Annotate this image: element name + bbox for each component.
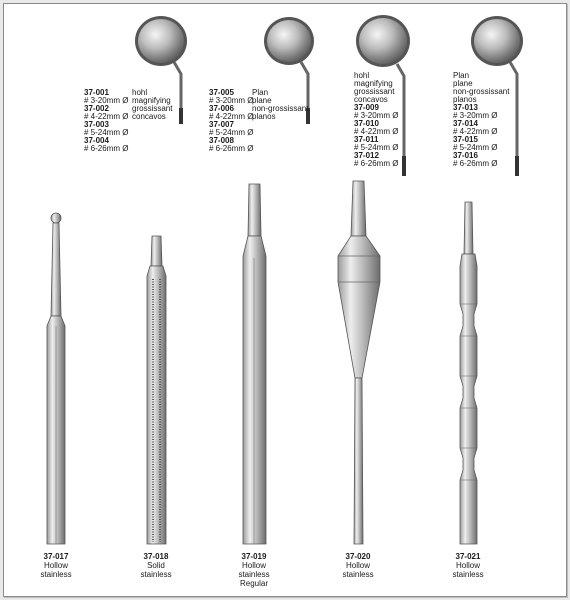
desc-line: non-grossissant: [252, 104, 309, 113]
handle-caption-37-018: [116, 552, 196, 579]
desc-line: grossissant: [132, 104, 173, 113]
desc-line: Plan: [252, 88, 269, 97]
caption-line: Hollow: [455, 561, 480, 570]
product-code: 37-001: [84, 88, 109, 97]
desc-line: magnifying: [132, 96, 171, 105]
desc-line: Plan: [453, 71, 470, 80]
caption-line: stainless: [40, 570, 72, 579]
caption-line: Solid: [147, 561, 165, 570]
size-label: # 5-24mm Ø: [84, 128, 129, 137]
handle-caption-37-020: [318, 552, 398, 579]
product-code: 37-015: [453, 135, 478, 144]
size-label: # 6-26mm Ø: [209, 144, 254, 153]
product-code: 37-005: [209, 88, 234, 97]
desc-line: concavos: [132, 112, 166, 121]
desc-line: magnifying: [354, 79, 393, 88]
product-code: 37-020: [345, 552, 371, 561]
product-code: 37-008: [209, 136, 234, 145]
product-code: 37-021: [455, 552, 481, 561]
size-label: # 6-26mm Ø: [84, 144, 129, 153]
desc-line: non-grossissant: [453, 87, 510, 96]
size-label: # 4-22mm Ø: [354, 127, 399, 136]
desc-line: planos: [252, 112, 276, 121]
caption-line: Regular: [239, 579, 268, 588]
desc-line: concavos: [354, 95, 388, 104]
desc-line: plane: [252, 96, 272, 105]
product-code: 37-012: [354, 151, 379, 160]
product-code: 37-013: [453, 103, 478, 112]
product-code: 37-006: [209, 104, 234, 113]
product-code: 37-007: [209, 120, 234, 129]
handle-37-020: [338, 181, 380, 544]
size-label: # 6-26mm Ø: [453, 159, 498, 168]
size-label: # 3-20mm Ø: [354, 111, 399, 120]
product-code: 37-009: [354, 103, 379, 112]
handle-37-018: [147, 236, 166, 544]
product-code: 37-017: [43, 552, 69, 561]
caption-line: stainless: [452, 570, 484, 579]
size-label: # 3-20mm Ø: [84, 96, 129, 105]
size-label: # 4-22mm Ø: [209, 112, 254, 121]
product-code: 37-004: [84, 136, 109, 145]
mirror-codes-group-2: [209, 89, 253, 153]
handle-37-021: [460, 202, 477, 544]
size-label: # 6-26mm Ø: [354, 159, 399, 168]
product-code: 37-019: [241, 552, 267, 561]
mirror-group-4-text: [453, 72, 509, 168]
handle-37-017: [47, 213, 65, 544]
size-label: # 3-20mm Ø: [209, 96, 254, 105]
product-code: 37-011: [354, 135, 379, 144]
mirror-group-3-text: [354, 72, 398, 168]
desc-line: plane: [453, 79, 473, 88]
caption-line: Hollow: [43, 561, 68, 570]
desc-line: hohl: [354, 71, 370, 80]
size-label: # 4-22mm Ø: [84, 112, 129, 121]
caption-line: stainless: [140, 570, 172, 579]
size-label: # 4-22mm Ø: [453, 127, 498, 136]
mirror-desc-group-2: [252, 89, 308, 121]
product-code: 37-002: [84, 104, 109, 113]
desc-line: planos: [453, 95, 477, 104]
handle-caption-37-019: [214, 552, 294, 588]
desc-line: hohl: [132, 88, 148, 97]
size-label: # 3-20mm Ø: [453, 111, 498, 120]
mirror-desc-group-1: [132, 89, 172, 121]
catalog-sheet: [3, 3, 567, 597]
caption-line: Hollow: [345, 561, 370, 570]
caption-line: Hollow: [241, 561, 266, 570]
product-code: 37-003: [84, 120, 109, 129]
desc-line: grossissant: [354, 87, 395, 96]
size-label: # 5-24mm Ø: [354, 143, 399, 152]
mirror-codes-group-1: [84, 89, 128, 153]
product-code: 37-014: [453, 119, 478, 128]
caption-line: stainless: [342, 570, 374, 579]
handle-caption-37-017: [16, 552, 96, 579]
product-code: 37-010: [354, 119, 379, 128]
caption-line: stainless: [238, 570, 270, 579]
product-code: 37-018: [143, 552, 169, 561]
product-code: 37-016: [453, 151, 478, 160]
handle-37-019: [243, 184, 266, 544]
size-label: # 5-24mm Ø: [209, 128, 254, 137]
size-label: # 5-24mm Ø: [453, 143, 498, 152]
handle-caption-37-021: [428, 552, 508, 579]
